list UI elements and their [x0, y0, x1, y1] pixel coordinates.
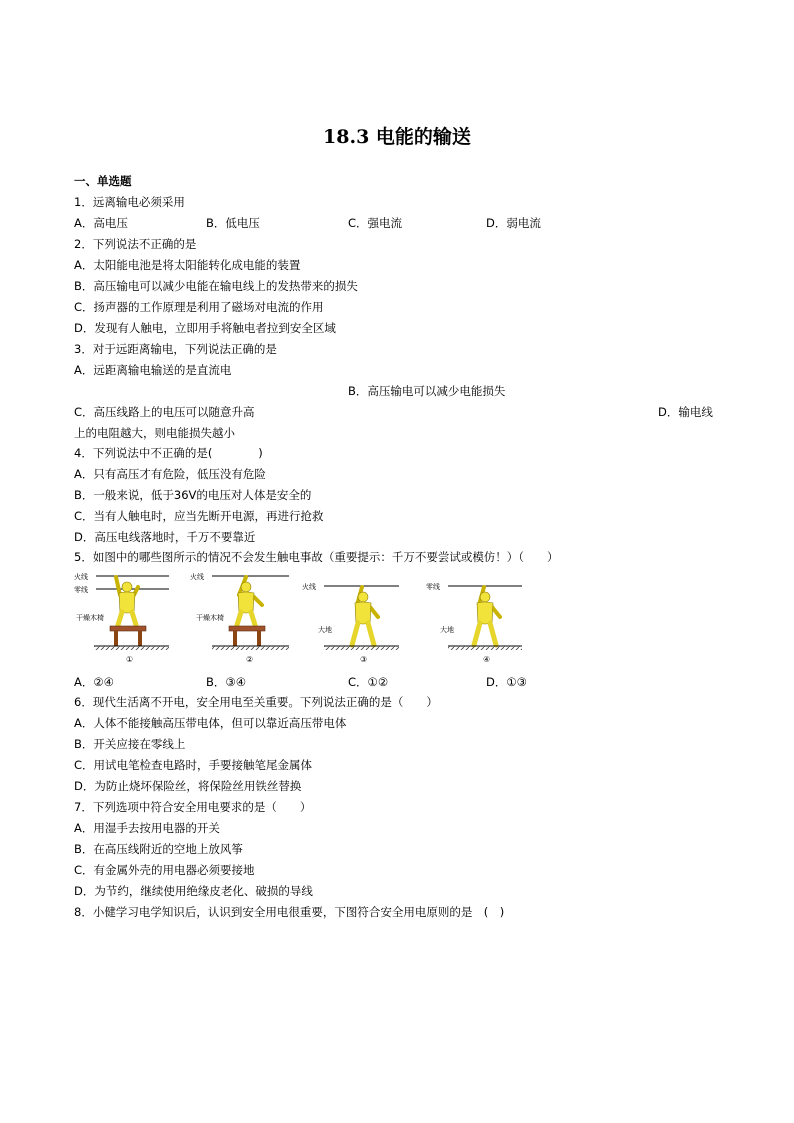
q6-option-d: D．为防止烧坏保险丝，将保险丝用铁丝替换 — [74, 779, 302, 793]
figure-panel-1 — [74, 572, 169, 664]
person-figure-2 — [237, 577, 262, 625]
neutral-wire-label-4: 零线 — [426, 583, 440, 591]
live-wire-label: 火线 — [74, 573, 88, 581]
q5-stem: 5．如图中的哪些图所示的情况不会发生触电事故（重要提示：千万不要尝试或模仿！）（ ） — [74, 550, 559, 564]
q6-option-a: A．人体不能接触高压带电体，但可以靠近高压带电体 — [74, 716, 347, 730]
person-figure-1 — [116, 577, 138, 625]
q3-option-b: B．高压输电可以减少电能损失 — [348, 384, 506, 398]
q2-stem: 2．下列说法不正确的是 — [74, 237, 197, 251]
q7-option-c: C．有金属外壳的用电器必须要接地 — [74, 863, 255, 877]
q1-option-a: A．高电压 — [74, 216, 128, 230]
ground-label-4: 大地 — [440, 626, 454, 634]
q4-option-a: A．只有高压才有危险，低压没有危险 — [74, 467, 266, 481]
q5-options — [74, 675, 674, 689]
section-heading: 一、单选题 — [74, 174, 132, 188]
q2-option-a: A．太阳能电池是将太阳能转化成电能的装置 — [74, 258, 301, 272]
q5-figure — [74, 567, 544, 667]
q7-option-d: D．为节约，继续使用绝缘皮老化、破损的导线 — [74, 884, 313, 898]
q8-stem: 8．小健学习电学知识后，认识到安全用电很重要，下图符合安全用电原则的是 ( ) — [74, 905, 505, 919]
q3-option-d-continued: 上的电阻越大，则电能损失越小 — [74, 426, 235, 440]
page-title: 18.3 电能的输送 — [323, 126, 471, 148]
q5-option-b: B．③④ — [206, 675, 247, 689]
q2-option-b: B．高压输电可以减少电能在输电线上的发热带来的损失 — [74, 279, 358, 293]
q3-stem: 3．对于远距离输电，下列说法正确的是 — [74, 342, 277, 356]
person-figure-4 — [474, 587, 500, 645]
live-wire-label-2: 火线 — [190, 573, 204, 581]
figure-panel-2 — [190, 572, 289, 664]
figure-num-2: ② — [246, 655, 254, 664]
q6-stem: 6．现代生活离不开电，安全用电至关重要。下列说法正确的是（ ） — [74, 695, 438, 709]
figure-num-4: ④ — [483, 655, 491, 664]
q6-option-c: C．用试电笔检查电路时，手要接触笔尾金属体 — [74, 758, 313, 772]
figure-panel-4 — [426, 582, 522, 664]
q4-option-c: C．当有人触电时，应当先断开电源，再进行抢救 — [74, 509, 324, 523]
q1-options — [74, 216, 674, 230]
dry-stool-label-1: 干燥木椅 — [76, 614, 104, 622]
q4-option-b: B．一般来说，低于36V的电压对人体是安全的 — [74, 488, 312, 502]
q7-option-a: A．用湿手去按用电器的开关 — [74, 821, 220, 835]
person-figure-3 — [352, 587, 378, 645]
figure-num-3: ③ — [360, 655, 368, 664]
q3-option-c: C．高压线路上的电压可以随意升高 — [74, 405, 255, 419]
dry-stool-label-2: 干燥木椅 — [196, 614, 224, 622]
q4-stem: 4．下列说法中不正确的是( ) — [74, 446, 263, 460]
q5-option-a: A．②④ — [74, 675, 114, 689]
q1-stem: 1．远离输电必须采用 — [74, 195, 185, 209]
q1-option-d: D．弱电流 — [486, 216, 541, 230]
q3-option-d: D．输电线 — [658, 405, 713, 419]
figure-panel-3 — [302, 582, 399, 664]
figure-num-1: ① — [126, 655, 134, 664]
q1-option-c: C．强电流 — [348, 216, 403, 230]
ground-label-3: 大地 — [318, 626, 332, 634]
q3-option-a: A．远距离输电输送的是直流电 — [74, 363, 232, 377]
q4-option-d: D．高压电线落地时，千万不要靠近 — [74, 530, 256, 544]
q5-option-d: D．①③ — [486, 675, 527, 689]
q6-option-b: B．开关应接在零线上 — [74, 737, 186, 751]
live-wire-label-3: 火线 — [302, 583, 316, 591]
q2-option-c: C．扬声器的工作原理是利用了磁场对电流的作用 — [74, 300, 324, 314]
neutral-wire-label: 零线 — [74, 586, 88, 594]
q2-option-d: D．发现有人触电，立即用手将触电者拉到安全区域 — [74, 321, 336, 335]
q1-option-b: B．低电压 — [206, 216, 260, 230]
q7-option-b: B．在高压线附近的空地上放风筝 — [74, 842, 243, 856]
q5-option-c: C．①② — [348, 675, 389, 689]
q7-stem: 7．下列选项中符合安全用电要求的是（ ） — [74, 800, 312, 814]
